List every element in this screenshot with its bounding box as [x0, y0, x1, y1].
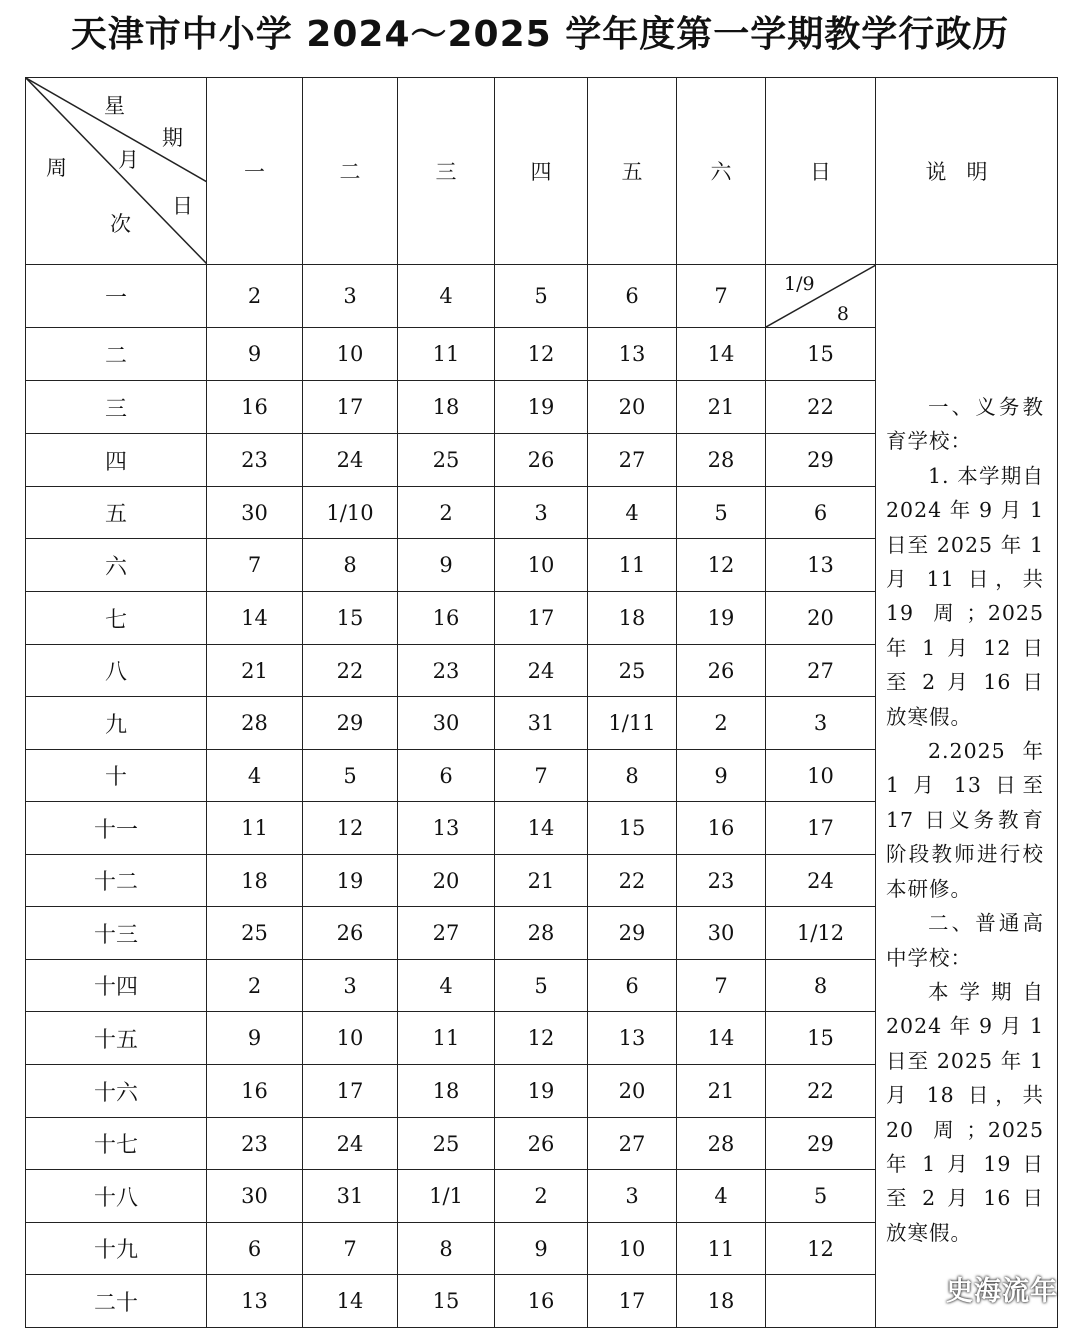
date-cell: 7 — [207, 539, 303, 592]
date-cell: 11 — [398, 328, 495, 381]
date-cell: 22 — [303, 645, 398, 697]
weekday-header-thu: 四 — [495, 78, 588, 265]
date-cell: 13 — [766, 539, 876, 592]
date-cell: 11 — [588, 539, 677, 592]
date-cell: 9 — [207, 328, 303, 381]
diagonal-corner-cell — [26, 78, 207, 265]
date-cell: 30 — [207, 487, 303, 539]
date-cell: 30 — [398, 697, 495, 750]
date-cell: 19 — [495, 381, 588, 434]
date-cell: 6 — [588, 265, 677, 328]
date-cell: 6 — [398, 750, 495, 802]
date-cell: 12 — [677, 539, 766, 592]
date-cell: 1/11 — [588, 697, 677, 750]
week-number-cell: 一 — [26, 265, 207, 328]
date-cell: 9 — [677, 750, 766, 802]
split-diagonal-line — [766, 265, 876, 327]
date-cell: 11 — [398, 1012, 495, 1065]
date-cell: 29 — [588, 907, 677, 960]
week-number-cell: 十 — [26, 750, 207, 802]
watermark-logo: 史海流年 — [946, 1276, 1058, 1307]
date-cell: 18 — [398, 1065, 495, 1118]
date-cell: 24 — [766, 855, 876, 907]
notes-paragraph: 1. 本学期自 2024 年 9 月 1 日至 2025 年 1 月 11 日，共 19 周；2025 年 1 月 12 日至 2 月 16 日放寒假。 — [886, 463, 1044, 729]
weekday-header-wed: 三 — [398, 78, 495, 265]
date-cell: 1/12 — [766, 907, 876, 960]
date-cell: 30 — [677, 907, 766, 960]
date-cell: 2 — [677, 697, 766, 750]
date-cell: 18 — [398, 381, 495, 434]
date-cell: 17 — [303, 381, 398, 434]
date-cell: 13 — [588, 1012, 677, 1065]
week-number-cell: 二十 — [26, 1275, 207, 1328]
date-cell: 12 — [766, 1223, 876, 1275]
split-date-cell — [766, 265, 876, 328]
corner-label-xing: 星 — [104, 94, 125, 118]
date-cell: 17 — [588, 1275, 677, 1328]
date-cell: 27 — [588, 434, 677, 487]
date-cell: 5 — [303, 750, 398, 802]
date-cell: 4 — [207, 750, 303, 802]
date-cell: 7 — [677, 265, 766, 328]
date-cell: 19 — [303, 855, 398, 907]
week-number-cell: 十七 — [26, 1118, 207, 1170]
date-cell: 3 — [303, 960, 398, 1012]
week-number-cell: 七 — [26, 592, 207, 645]
date-cell: 20 — [398, 855, 495, 907]
date-cell: 14 — [303, 1275, 398, 1328]
week-number-cell: 四 — [26, 434, 207, 487]
date-cell: 14 — [495, 802, 588, 855]
header-row — [26, 78, 1058, 265]
date-cell: 10 — [495, 539, 588, 592]
week-number-cell: 六 — [26, 539, 207, 592]
date-cell: 16 — [677, 802, 766, 855]
date-cell: 7 — [495, 750, 588, 802]
date-cell: 8 — [588, 750, 677, 802]
school-calendar-table — [25, 77, 1058, 1328]
date-cell: 10 — [303, 328, 398, 381]
date-cell: 25 — [398, 1118, 495, 1170]
date-cell: 6 — [207, 1223, 303, 1275]
date-cell: 3 — [766, 697, 876, 750]
notes-paragraph: 一、义务教育学校： — [886, 395, 1044, 454]
date-cell: 21 — [677, 1065, 766, 1118]
week-number-cell: 十八 — [26, 1170, 207, 1223]
date-cell: 10 — [766, 750, 876, 802]
date-cell: 14 — [677, 1012, 766, 1065]
date-cell: 3 — [495, 487, 588, 539]
date-cell: 13 — [398, 802, 495, 855]
date-cell: 3 — [588, 1170, 677, 1223]
date-cell: 18 — [588, 592, 677, 645]
notes-cell — [876, 265, 1058, 1328]
date-cell: 5 — [495, 960, 588, 1012]
date-cell: 4 — [398, 265, 495, 328]
date-cell: 4 — [677, 1170, 766, 1223]
date-cell: 25 — [588, 645, 677, 697]
date-cell: 9 — [207, 1012, 303, 1065]
weekday-header-mon: 一 — [207, 78, 303, 265]
date-cell: 18 — [677, 1275, 766, 1328]
week-number-cell: 十二 — [26, 855, 207, 907]
date-cell: 1/1 — [398, 1170, 495, 1223]
week-row — [26, 265, 1058, 328]
week-number-cell: 十三 — [26, 907, 207, 960]
date-cell: 25 — [207, 907, 303, 960]
date-cell: 10 — [588, 1223, 677, 1275]
corner-label-ci: 次 — [110, 212, 131, 236]
week-number-cell: 二 — [26, 328, 207, 381]
date-cell: 20 — [588, 1065, 677, 1118]
date-cell: 28 — [677, 1118, 766, 1170]
date-cell: 8 — [398, 1223, 495, 1275]
date-cell: 24 — [303, 1118, 398, 1170]
date-cell: 23 — [207, 434, 303, 487]
date-cell: 1/10 — [303, 487, 398, 539]
date-cell: 15 — [766, 1012, 876, 1065]
date-cell: 31 — [303, 1170, 398, 1223]
week-number-cell: 十一 — [26, 802, 207, 855]
date-cell: 16 — [495, 1275, 588, 1328]
date-cell: 25 — [398, 434, 495, 487]
date-cell: 14 — [207, 592, 303, 645]
date-cell: 4 — [588, 487, 677, 539]
date-cell: 12 — [495, 328, 588, 381]
date-cell: 8 — [766, 960, 876, 1012]
date-cell: 7 — [303, 1223, 398, 1275]
date-cell: 21 — [495, 855, 588, 907]
date-cell: 15 — [766, 328, 876, 381]
date-cell: 2 — [495, 1170, 588, 1223]
split-date-top: 1/9 — [784, 273, 815, 295]
date-cell: 11 — [677, 1223, 766, 1275]
week-number-cell: 十九 — [26, 1223, 207, 1275]
date-cell: 23 — [398, 645, 495, 697]
corner-label-qi: 期 — [162, 126, 183, 150]
page-title: 天津市中小学 2024～2025 学年度第一学期教学行政历 — [70, 14, 1010, 55]
week-number-cell: 八 — [26, 645, 207, 697]
date-cell: 15 — [398, 1275, 495, 1328]
date-cell: 28 — [495, 907, 588, 960]
date-cell — [766, 1275, 876, 1328]
date-cell: 20 — [588, 381, 677, 434]
date-cell: 15 — [303, 592, 398, 645]
date-cell: 14 — [677, 328, 766, 381]
date-cell: 11 — [207, 802, 303, 855]
date-cell: 28 — [677, 434, 766, 487]
date-cell: 19 — [495, 1065, 588, 1118]
date-cell: 13 — [588, 328, 677, 381]
date-cell: 5 — [766, 1170, 876, 1223]
date-cell: 24 — [495, 645, 588, 697]
date-cell: 5 — [495, 265, 588, 328]
date-cell: 9 — [495, 1223, 588, 1275]
week-number-cell: 五 — [26, 487, 207, 539]
date-cell: 23 — [207, 1118, 303, 1170]
date-cell: 22 — [766, 1065, 876, 1118]
weekday-header-tue: 二 — [303, 78, 398, 265]
date-cell: 8 — [303, 539, 398, 592]
date-cell: 26 — [303, 907, 398, 960]
notes-header: 说明 — [876, 78, 1058, 265]
date-cell: 30 — [207, 1170, 303, 1223]
date-cell: 27 — [766, 645, 876, 697]
date-cell: 26 — [677, 645, 766, 697]
corner-label-yue: 月 — [118, 148, 139, 172]
date-cell: 6 — [588, 960, 677, 1012]
date-cell: 17 — [303, 1065, 398, 1118]
notes-paragraph: 2.2025 年 1 月 13 日至 17 日义务教育阶段教师进行校本研修。 — [886, 739, 1044, 901]
date-cell: 27 — [588, 1118, 677, 1170]
corner-label-zhou: 周 — [46, 156, 67, 180]
date-cell: 23 — [677, 855, 766, 907]
week-number-cell: 十四 — [26, 960, 207, 1012]
date-cell: 20 — [766, 592, 876, 645]
date-cell: 9 — [398, 539, 495, 592]
date-cell: 16 — [207, 381, 303, 434]
date-cell: 22 — [766, 381, 876, 434]
date-cell: 16 — [207, 1065, 303, 1118]
date-cell: 12 — [303, 802, 398, 855]
weekday-header-sun: 日 — [766, 78, 876, 265]
week-number-cell: 三 — [26, 381, 207, 434]
weekday-header-sat: 六 — [677, 78, 766, 265]
date-cell: 29 — [766, 1118, 876, 1170]
date-cell: 10 — [303, 1012, 398, 1065]
date-cell: 21 — [677, 381, 766, 434]
date-cell: 29 — [766, 434, 876, 487]
date-cell: 27 — [398, 907, 495, 960]
date-cell: 15 — [588, 802, 677, 855]
week-number-cell: 十六 — [26, 1065, 207, 1118]
date-cell: 17 — [766, 802, 876, 855]
date-cell: 12 — [495, 1012, 588, 1065]
date-cell: 6 — [766, 487, 876, 539]
week-number-cell: 十五 — [26, 1012, 207, 1065]
date-cell: 2 — [207, 960, 303, 1012]
date-cell: 26 — [495, 1118, 588, 1170]
date-cell: 26 — [495, 434, 588, 487]
notes-text — [886, 390, 1044, 1250]
date-cell: 29 — [303, 697, 398, 750]
date-cell: 3 — [303, 265, 398, 328]
date-cell: 21 — [207, 645, 303, 697]
week-number-cell: 九 — [26, 697, 207, 750]
corner-label-ri: 日 — [172, 194, 193, 218]
date-cell: 18 — [207, 855, 303, 907]
date-cell: 4 — [398, 960, 495, 1012]
date-cell: 2 — [398, 487, 495, 539]
date-cell: 5 — [677, 487, 766, 539]
date-cell: 7 — [677, 960, 766, 1012]
split-date-bottom: 8 — [836, 303, 849, 325]
notes-paragraph: 二、普通高中学校： — [886, 911, 1044, 970]
date-cell: 17 — [495, 592, 588, 645]
date-cell: 13 — [207, 1275, 303, 1328]
notes-paragraph: 本学期自 2024 年 9 月 1 日至 2025 年 1 月 18 日，共 20 周；2025 年 1 月 19 日至 2 月 16 日放寒假。 — [886, 979, 1044, 1245]
date-cell: 16 — [398, 592, 495, 645]
date-cell: 24 — [303, 434, 398, 487]
date-cell: 19 — [677, 592, 766, 645]
date-cell: 31 — [495, 697, 588, 750]
date-cell: 28 — [207, 697, 303, 750]
weekday-header-fri: 五 — [588, 78, 677, 265]
date-cell: 22 — [588, 855, 677, 907]
date-cell: 2 — [207, 265, 303, 328]
